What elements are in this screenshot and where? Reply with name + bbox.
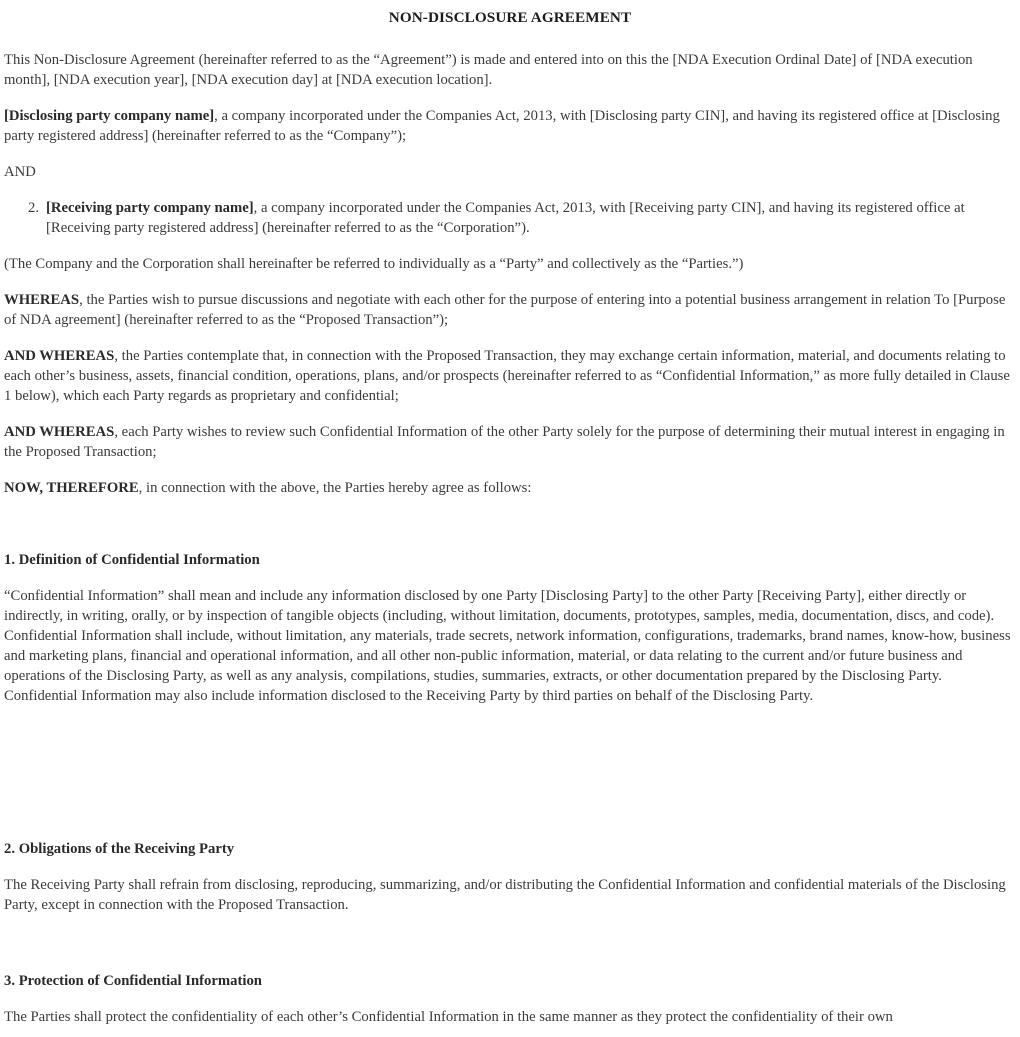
receiving-party-name-placeholder: [Receiving party company name] — [46, 200, 254, 216]
paragraph-parties-definition: (The Company and the Corporation shall hereinafter be referred to individually as a “Party” and collectively as the “Parties.”) — [4, 256, 744, 272]
recital-body-4: , in connection with the above, the Parties hereby agree as follows: — [138, 480, 532, 496]
placeholder-execution-month: [NDA execution month] — [4, 52, 973, 88]
spacer — [0, 146, 1020, 162]
paragraph-and-connector: AND — [4, 164, 36, 180]
recital-whereas-2 — [0, 346, 1020, 406]
spacer — [0, 498, 1020, 550]
section-body-2: The Receiving Party shall refrain from disclosing, reproducing, summarizing, and/or distributing the Confidential Information and confidential materials of the Disclosing Party, except in connection with the Proposed Transaction. — [4, 877, 1006, 913]
paragraph-intro — [0, 50, 1020, 90]
section-body-3: The Parties shall protect the confidentiality of each other’s Confidential Information in the same manner as they protect the confidentiality of their own — [4, 1009, 893, 1025]
spacer — [0, 274, 1020, 290]
recital-lead-2: AND WHEREAS — [4, 348, 115, 364]
spacer — [0, 182, 1020, 198]
section-heading-3: 3. Protection of Confidential Information — [4, 973, 262, 989]
recital-lead-1: WHEREAS — [4, 292, 80, 308]
intro-text-2: of — [856, 52, 876, 68]
intro-text-6: . — [488, 72, 493, 88]
paragraph-disclosing-party — [0, 106, 1020, 146]
spacer — [0, 462, 1020, 478]
intro-text-5: at — [318, 72, 337, 88]
spacer — [0, 28, 1020, 50]
spacer — [0, 406, 1020, 422]
spacer — [0, 915, 1020, 971]
recital-lead-3: AND WHEREAS — [4, 424, 115, 440]
page-title: NON-DISCLOSURE AGREEMENT — [388, 9, 632, 26]
spacer — [0, 706, 1020, 839]
placeholder-execution-ordinal-date: [NDA Execution Ordinal Date] — [672, 52, 857, 68]
recital-body-1: , the Parties wish to pursue discussions and negotiate with each other for the purpose of entering into a potential business arrangement in relation To [Purpose of NDA agreement] (hereinafter referred to as the “Proposed Transaction”); — [4, 292, 1006, 328]
spacer — [0, 859, 1020, 875]
section-heading-2: 2. Obligations of the Receiving Party — [4, 841, 235, 857]
recital-body-3: , each Party wishes to review such Confidential Information of the other Party solely for the purpose of determining their mutual interest in engaging in the Proposed Transaction; — [4, 424, 1005, 460]
spacer — [0, 330, 1020, 346]
disclosing-party-details: , a company incorporated under the Companies Act, 2013, with [Disclosing party CIN], and having its registered office at [Disclosing party registered address] (hereinafter referred to as the “Company”); — [4, 108, 1000, 144]
section-body-1: “Confidential Information” shall mean and include any information disclosed by one Party [Disclosing Party] to the other Party [Receiving Party], either directly or indirectly, in writing, orally, or by inspection of tangible objects (including, without limitation, documents, prototypes, samples, media, documentation, discs, and code). Confidential Information shall include, without limitation, any materials, trade secrets, network information, configurations, trademarks, brand names, know-how, business and marketing plans, financial and operational information, and all other non-public information, material, or data relating to the current and/or future business and operations of the Disclosing Party, as well as any analysis, compilations, studies, summaries, extracts, or other documentation prepared by the Disclosing Party. Confidential Information may also include information disclosed to the Receiving Party by third parties on behalf of the Disclosing Party. — [4, 588, 1011, 704]
intro-text-4: , — [184, 72, 192, 88]
recital-lead-4: NOW, THEREFORE — [4, 480, 139, 496]
recital-whereas-1 — [0, 290, 1020, 330]
disclosing-party-name-placeholder: [Disclosing party company name] — [4, 108, 215, 124]
spacer — [0, 90, 1020, 106]
placeholder-execution-year: [NDA execution year] — [53, 72, 185, 88]
party-list — [0, 198, 1020, 238]
receiving-party-details: , a company incorporated under the Companies Act, 2013, with [Receiving party CIN], and having its registered office at [Receiving party registered address] (hereinafter referred to as the “Corporation”). — [46, 200, 965, 236]
placeholder-execution-location: [NDA execution location] — [336, 72, 489, 88]
document-page — [0, 8, 1020, 1037]
spacer — [0, 238, 1020, 254]
spacer — [0, 570, 1020, 586]
recital-now-therefore — [0, 478, 1020, 498]
spacer — [0, 991, 1020, 1007]
recital-whereas-3 — [0, 422, 1020, 462]
list-item-marker: 2. — [28, 200, 40, 216]
intro-text-1: This Non-Disclosure Agreement (hereinafter referred to as the “Agreement”) is made and entered into on this the — [4, 52, 673, 68]
list-item — [0, 198, 1020, 238]
recital-body-2: , the Parties contemplate that, in connection with the Proposed Transaction, they may exchange certain information, material, and documents relating to each other’s business, assets, financial condition, operations, plans, and/or prospects (hereinafter referred to as “Confidential Information,” as more fully detailed in Clause 1 below), which each Party regards as proprietary and confidential; — [4, 348, 1010, 404]
section-heading-1: 1. Definition of Confidential Information — [4, 552, 260, 568]
placeholder-execution-day: [NDA execution day] — [191, 72, 319, 88]
intro-text-3: , — [46, 72, 54, 88]
